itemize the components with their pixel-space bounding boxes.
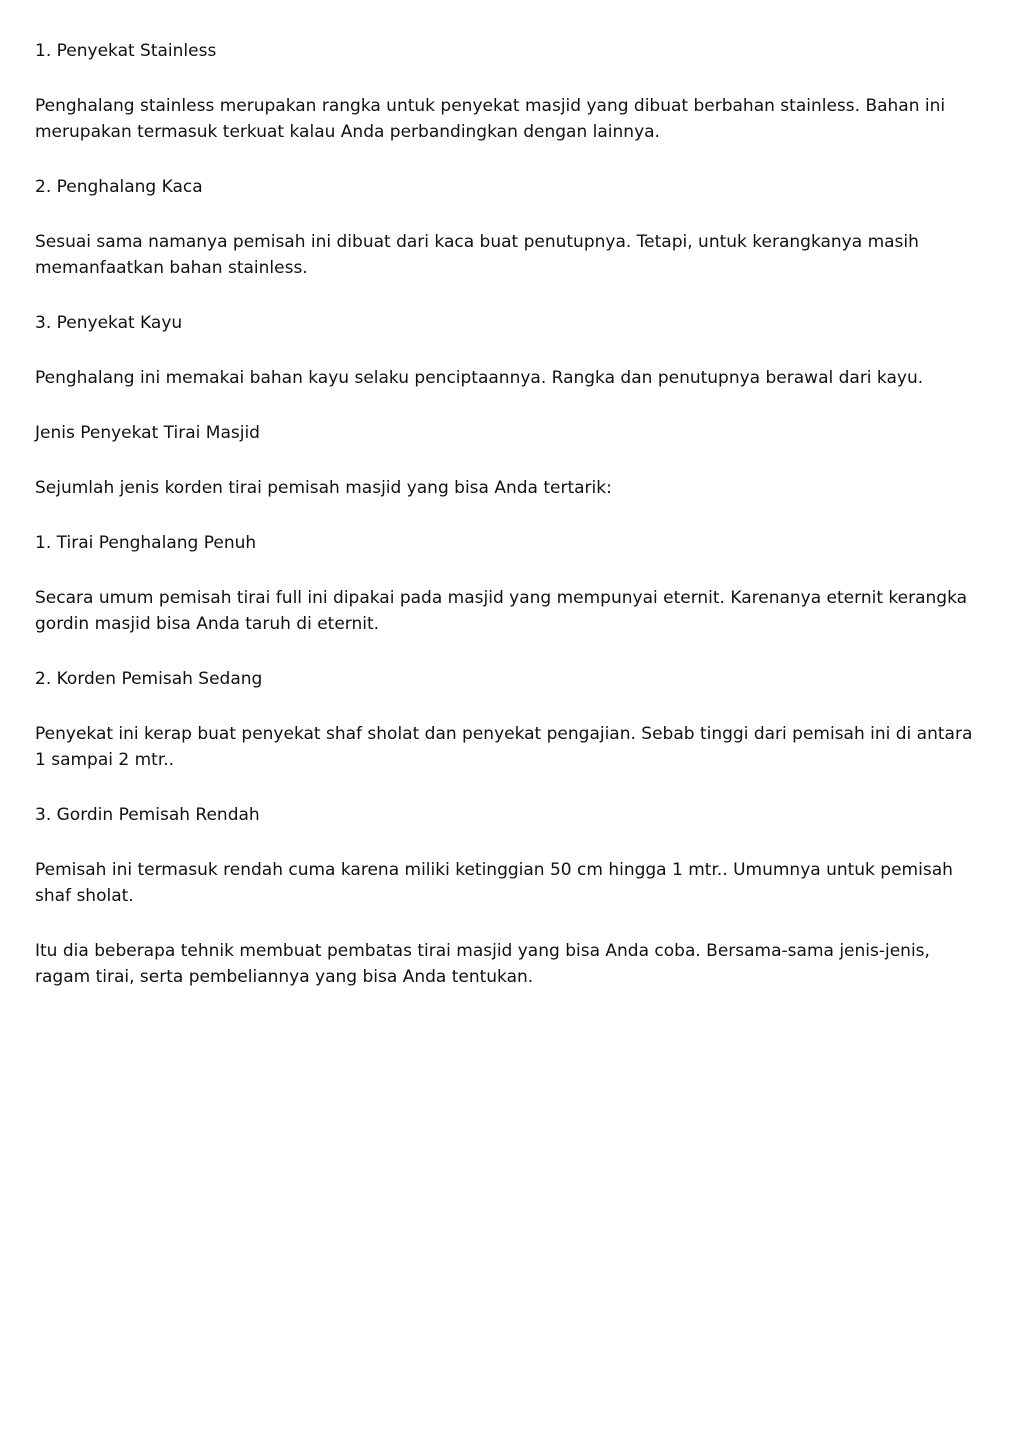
paragraph-penyekat-kayu: Penghalang ini memakai bahan kayu selaku penciptaannya. Rangka dan penutupnya berawal dari kayu. xyxy=(35,368,924,388)
paragraph-gordin-pemisah-rendah: Pemisah ini termasuk rendah cuma karena miliki ketinggian 50 cm hingga 1 mtr.. Umumnya untuk pemisah shaf sholat. xyxy=(35,860,953,906)
paragraph-conclusion: Itu dia beberapa tehnik membuat pembatas tirai masjid yang bisa Anda coba. Bersama-sama jenis-jenis, ragam tirai, serta pembeliannya yang bisa Anda tentukan. xyxy=(35,941,930,987)
paragraph-penghalang-kaca: Sesuai sama namanya pemisah ini dibuat dari kaca buat penutupnya. Tetapi, untuk kerangkanya masih memanfaatkan bahan stainless. xyxy=(35,232,919,278)
heading-gordin-pemisah-rendah: 3. Gordin Pemisah Rendah xyxy=(35,805,260,825)
heading-jenis-penyekat-tirai: Jenis Penyekat Tirai Masjid xyxy=(35,423,260,443)
heading-korden-pemisah-sedang: 2. Korden Pemisah Sedang xyxy=(35,669,263,689)
paragraph-tirai-penghalang-penuh: Secara umum pemisah tirai full ini dipakai pada masjid yang mempunyai eternit. Karenanya eternit kerangka gordin masjid bisa Anda taruh di eternit. xyxy=(35,588,968,634)
paragraph-korden-pemisah-sedang: Penyekat ini kerap buat penyekat shaf sholat dan penyekat pengajian. Sebab tinggi dari pemisah ini di antara 1 sampai 2 mtr.. xyxy=(35,724,973,770)
paragraph-jenis-penyekat-tirai: Sejumlah jenis korden tirai pemisah masjid yang bisa Anda tertarik: xyxy=(35,478,612,498)
document-body xyxy=(35,38,985,1019)
heading-tirai-penghalang-penuh: 1. Tirai Penghalang Penuh xyxy=(35,533,257,553)
heading-penyekat-kayu: 3. Penyekat Kayu xyxy=(35,313,183,333)
heading-penghalang-kaca: 2. Penghalang Kaca xyxy=(35,177,203,197)
heading-penyekat-stainless: 1. Penyekat Stainless xyxy=(35,41,217,61)
paragraph-penyekat-stainless: Penghalang stainless merupakan rangka untuk penyekat masjid yang dibuat berbahan stainless. Bahan ini merupakan termasuk terkuat kalau Anda perbandingkan dengan lainnya. xyxy=(35,96,946,142)
